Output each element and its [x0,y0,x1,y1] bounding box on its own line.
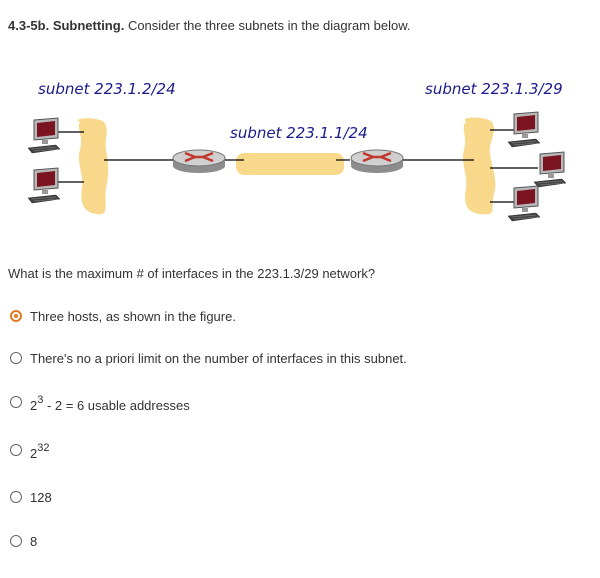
question-description: Consider the three subnets in the diagram below. [127,18,411,33]
answer-option-3[interactable] [10,394,190,413]
exponent-base: 2 [30,398,38,413]
answer-option-1[interactable] [10,309,236,324]
radio-selected-icon[interactable] [10,310,22,322]
router-right-icon [351,150,403,173]
question-text: What is the maximum # of interfaces in the 223.1.3/29 network? [8,266,376,281]
radio-icon[interactable] [10,352,22,364]
left-link-blob [78,118,109,214]
question-number: 4.3-5b. [8,18,50,33]
computer-right-3-icon [508,186,540,221]
answer-option-1-label: Three hosts, as shown in the figure. [30,309,236,324]
question-title [8,18,411,33]
radio-icon[interactable] [10,396,22,408]
right-subnet-label: subnet 223.1.3/29 [425,80,563,98]
answer-option-5-label: 128 [30,490,52,505]
middle-subnet-label: subnet 223.1.1/24 [230,124,368,142]
computer-left-2-icon [28,168,60,203]
exponent-base: 2 [30,446,38,461]
answer-option-6[interactable] [10,534,37,549]
computer-right-2-icon [534,152,566,187]
exponent: 3 [37,394,44,406]
router-left-icon [173,150,225,173]
answer-option-3-label [30,394,190,413]
exponent: 32 [37,442,50,454]
question-topic: Subnetting. [52,18,125,33]
radio-icon[interactable] [10,535,22,547]
answer-option-2[interactable] [10,351,407,366]
middle-link-blob [236,153,344,175]
answer-option-4-label [30,442,50,461]
answer-option-6-label: 8 [30,534,38,549]
left-subnet-label: subnet 223.1.2/24 [38,80,176,98]
radio-icon[interactable] [10,444,22,456]
network-diagram [0,70,600,230]
right-link-blob [463,118,495,215]
radio-icon[interactable] [10,491,22,503]
answer-option-4[interactable] [10,442,50,461]
answer-option-5[interactable] [10,490,52,505]
answer-option-3-rest: - 2 = 6 usable addresses [43,398,190,413]
computer-left-1-icon [28,118,60,153]
answer-option-2-label: There's no a priori limit on the number of interfaces in this subnet. [30,351,407,366]
